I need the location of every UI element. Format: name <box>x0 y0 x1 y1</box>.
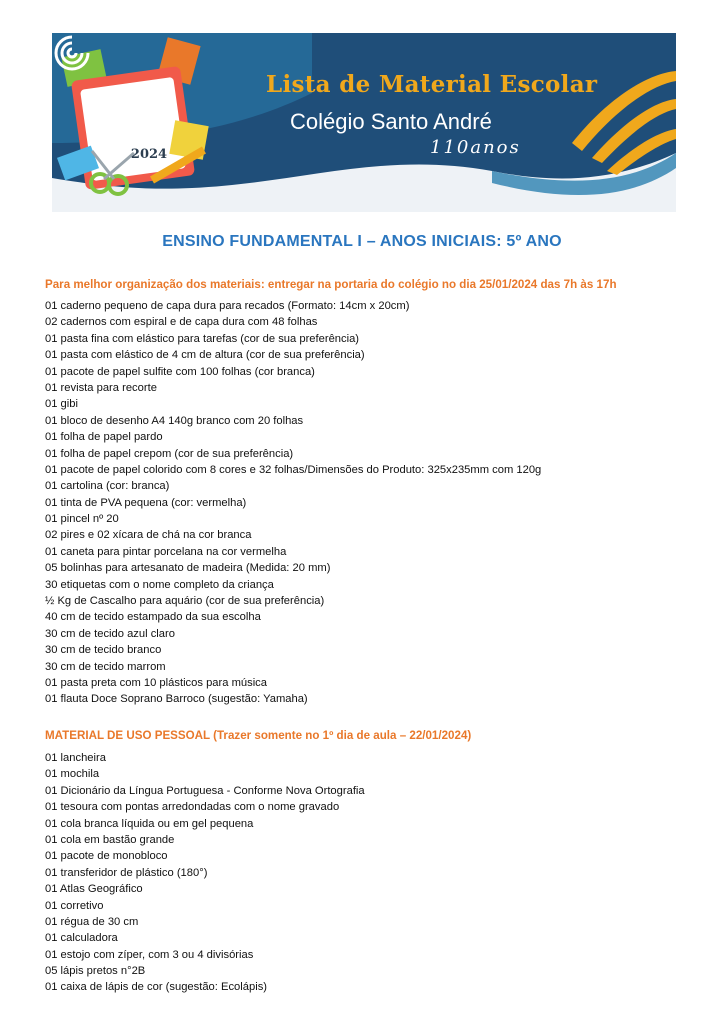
list-item: 02 pires e 02 xícara de chá na cor branca <box>45 529 252 542</box>
list-item: 01 caixa de lápis de cor (sugestão: Ecolápis) <box>45 981 268 994</box>
list-item: ½ Kg de Cascalho para aquário (cor de sua preferência) <box>45 595 325 608</box>
list-item: 01 pincel nº 20 <box>45 513 119 526</box>
list-item: 40 cm de tecido estampado da sua escolha <box>45 611 261 624</box>
page-heading: ENSINO FUNDAMENTAL I – ANOS INICIAIS: 5º ANO <box>162 233 562 250</box>
list-item: 01 régua de 30 cm <box>45 915 139 928</box>
list-item: 01 pasta fina com elástico para tarefas (cor de sua preferência) <box>45 332 360 345</box>
personal-materials-list <box>45 750 365 996</box>
list-item: 01 folha de papel pardo <box>45 431 163 444</box>
personal-materials-title: MATERIAL DE USO PESSOAL (Trazer somente no 1º dia de aula – 22/01/2024) <box>45 729 472 742</box>
list-item: 01 Dicionário da Língua Portuguesa - Conforme Nova Ortografia <box>45 784 365 797</box>
list-item: 01 flauta Doce Soprano Barroco (sugestão: Yamaha) <box>45 693 308 706</box>
list-item: 01 lancheira <box>45 752 106 764</box>
list-item: 05 lápis pretos n°2B <box>45 965 146 978</box>
school-name: Colégio Santo André <box>290 109 492 134</box>
list-item: 01 revista para recorte <box>45 381 157 394</box>
list-item: 02 cadernos com espiral e de capa dura com 48 folhas <box>45 316 318 329</box>
list-item: 30 etiquetas com o nome completo da criança <box>45 578 274 591</box>
list-item: 01 calculadora <box>45 932 118 945</box>
list-item: 30 cm de tecido marrom <box>45 660 166 673</box>
school-logo-icon <box>52 33 92 73</box>
banner-year: 2024 <box>130 147 168 162</box>
school-materials-list <box>45 298 541 708</box>
list-item: 01 pasta preta com 10 plásticos para música <box>45 676 268 689</box>
header-banner <box>52 33 676 212</box>
list-item: 01 pacote de papel sulfite com 100 folhas (cor branca) <box>45 365 315 378</box>
school-anniversary: 110anos <box>430 137 521 158</box>
list-item: 01 corretivo <box>45 899 104 912</box>
list-item: 01 folha de papel crepom (cor de sua preferência) <box>45 447 294 460</box>
list-item: 30 cm de tecido azul claro <box>45 627 175 640</box>
list-item: 01 tesoura com pontas arredondadas com o nome gravado <box>45 801 340 814</box>
list-item: 01 caderno pequeno de capa dura para recados (Formato: 14cm x 20cm) <box>45 300 410 312</box>
list-item: 30 cm de tecido branco <box>45 644 162 657</box>
list-item: 01 pasta com elástico de 4 cm de altura (cor de sua preferência) <box>45 349 365 362</box>
delivery-instructions: Para melhor organização dos materiais: entregar na portaria do colégio no dia 25/01/2024 das 7h às 17h <box>45 278 617 291</box>
list-item: 01 transferidor de plástico (180°) <box>45 866 208 879</box>
list-item: 01 bloco de desenho A4 140g branco com 20 folhas <box>45 414 304 427</box>
list-item: 01 cola em bastão grande <box>45 833 175 846</box>
banner-title: Lista de Material Escolar <box>266 71 598 98</box>
list-item: 01 cola branca líquida ou em gel pequena <box>45 817 254 830</box>
list-item: 01 caneta para pintar porcelana na cor vermelha <box>45 545 287 558</box>
list-item: 01 mochila <box>45 768 100 781</box>
list-item: 01 pacote de papel colorido com 8 cores e 32 folhas/Dimensões do Produto: 325x235mm com 120g <box>45 463 542 476</box>
list-item: 01 gibi <box>45 398 78 411</box>
list-item: 01 cartolina (cor: branca) <box>45 480 170 493</box>
list-item: 01 Atlas Geográfico <box>45 883 143 896</box>
list-item: 01 estojo com zíper, com 3 ou 4 divisórias <box>45 948 254 961</box>
list-item: 01 pacote de monobloco <box>45 850 168 863</box>
list-item: 01 tinta de PVA pequena (cor: vermelha) <box>45 496 247 509</box>
list-item: 05 bolinhas para artesanato de madeira (Medida: 20 mm) <box>45 562 331 575</box>
